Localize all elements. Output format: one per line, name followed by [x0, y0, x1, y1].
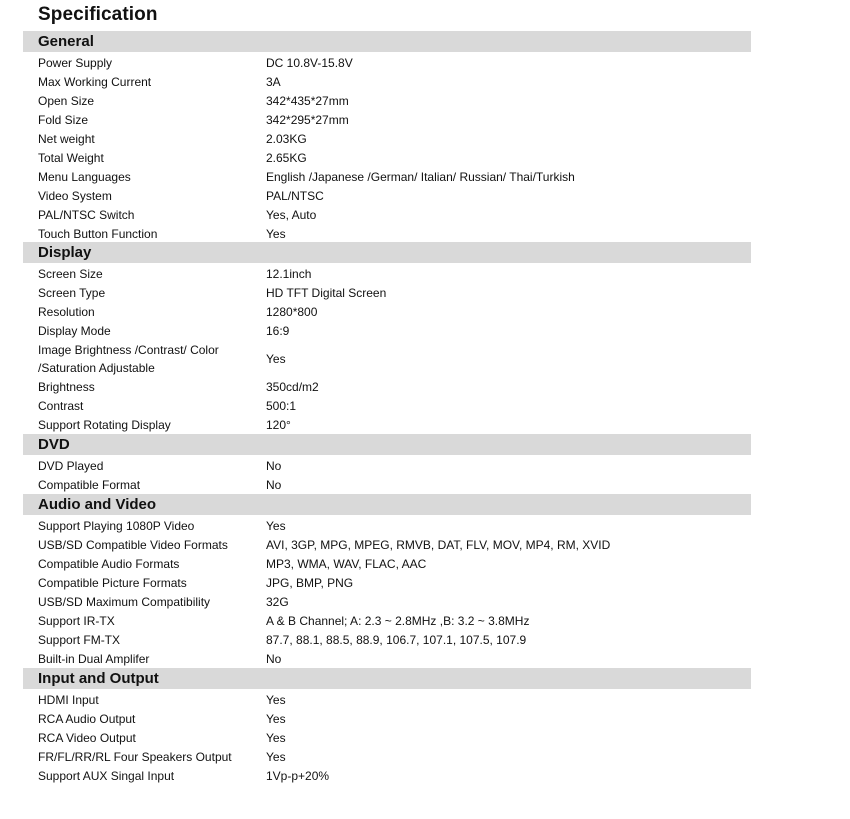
section-header: Display: [23, 242, 751, 263]
section-audio-video: [23, 494, 751, 668]
spec-row: [23, 148, 751, 167]
spec-label: Menu Languages: [38, 169, 131, 184]
spec-label: [23, 341, 266, 377]
spec-row: [23, 456, 751, 475]
section-header: DVD: [23, 434, 751, 455]
spec-row: [23, 516, 751, 535]
spec-label: Compatible Audio Formats: [38, 556, 180, 571]
spec-value: No: [266, 651, 282, 666]
spec-value: 120°: [266, 417, 291, 432]
spec-value: 2.03KG: [266, 131, 307, 146]
spec-value: Yes: [266, 226, 286, 241]
spec-value: 342*435*27mm: [266, 93, 349, 108]
spec-row: [23, 415, 751, 434]
section-header: General: [23, 31, 751, 52]
spec-value: A & B Channel; A: 2.3 ~ 2.8MHz ,B: 3.2 ~ 3.8MHz: [266, 613, 530, 628]
spec-row: [23, 535, 751, 554]
spec-value: 500:1: [266, 398, 297, 413]
spec-row: [23, 690, 751, 709]
spec-row: [23, 53, 751, 72]
spec-value: DC 10.8V-15.8V: [266, 55, 353, 70]
spec-label: FR/FL/RR/RL Four Speakers Output: [38, 749, 232, 764]
spec-table: [23, 31, 751, 785]
spec-label: USB/SD Maximum Compatibility: [38, 594, 211, 609]
section-display: [23, 242, 751, 434]
spec-row: [23, 709, 751, 728]
spec-value: 3A: [266, 74, 281, 89]
spec-row: [23, 573, 751, 592]
spec-label: Compatible Picture Formats: [38, 575, 187, 590]
spec-value: English /Japanese /German/ Italian/ Russian/ Thai/Turkish: [266, 169, 575, 184]
section-header: Input and Output: [23, 668, 751, 689]
spec-row: [23, 302, 751, 321]
spec-value: 1280*800: [266, 304, 318, 319]
spec-row: [23, 72, 751, 91]
spec-value: Yes: [266, 351, 286, 366]
spec-value: Yes: [266, 692, 286, 707]
spec-label: Max Working Current: [38, 74, 152, 89]
spec-row: [23, 110, 751, 129]
spec-value: HD TFT Digital Screen: [266, 285, 387, 300]
spec-value: Yes: [266, 518, 286, 533]
spec-value: Yes: [266, 730, 286, 745]
spec-label: Support Playing 1080P Video: [38, 518, 195, 533]
spec-row: [23, 377, 751, 396]
section-header: Audio and Video: [23, 494, 751, 515]
spec-label: Support Rotating Display: [38, 417, 171, 432]
spec-label-line: Image Brightness /Contrast/ Color: [38, 342, 219, 357]
section-dvd: [23, 434, 751, 494]
spec-value: JPG, BMP, PNG: [266, 575, 354, 590]
spec-label: Support FM-TX: [38, 632, 121, 647]
spec-row: [23, 91, 751, 110]
spec-label: Resolution: [38, 304, 95, 319]
spec-row: [23, 264, 751, 283]
spec-value: 2.65KG: [266, 150, 307, 165]
spec-row: [23, 283, 751, 302]
spec-label: Video System: [38, 188, 112, 203]
spec-label: RCA Audio Output: [38, 711, 136, 726]
spec-label: USB/SD Compatible Video Formats: [38, 537, 228, 552]
spec-value: 342*295*27mm: [266, 112, 349, 127]
spec-value: Yes: [266, 749, 286, 764]
spec-row: [23, 554, 751, 573]
spec-label: Net weight: [38, 131, 95, 146]
spec-value: No: [266, 477, 282, 492]
spec-label: Contrast: [38, 398, 84, 413]
spec-label: HDMI Input: [38, 692, 99, 707]
spec-label: Display Mode: [38, 323, 111, 338]
spec-row: [23, 186, 751, 205]
spec-label: Fold Size: [38, 112, 89, 127]
spec-value: PAL/NTSC: [266, 188, 324, 203]
spec-row: [23, 649, 751, 668]
spec-row: [23, 340, 751, 377]
spec-label: Screen Type: [38, 285, 106, 300]
spec-row: [23, 129, 751, 148]
spec-value: 16:9: [266, 323, 290, 338]
spec-value: MP3, WMA, WAV, FLAC, AAC: [266, 556, 427, 571]
section-general: [23, 31, 751, 242]
spec-value: 32G: [266, 594, 289, 609]
spec-label: DVD Played: [38, 458, 104, 473]
spec-label: Total Weight: [38, 150, 104, 165]
spec-row: [23, 321, 751, 340]
spec-row: [23, 205, 751, 224]
spec-row: [23, 592, 751, 611]
spec-row: [23, 728, 751, 747]
spec-label: Support IR-TX: [38, 613, 115, 628]
spec-value: 1Vp-p+20%: [266, 768, 330, 783]
page-title: Specification: [38, 4, 158, 25]
spec-value: 12.1inch: [266, 266, 312, 281]
spec-label: Touch Button Function: [38, 226, 158, 241]
spec-value: 87.7, 88.1, 88.5, 88.9, 106.7, 107.1, 107.5, 107.9: [266, 632, 527, 647]
spec-label: Brightness: [38, 379, 95, 394]
spec-label: Built-in Dual Amplifer: [38, 651, 150, 666]
spec-value: No: [266, 458, 282, 473]
spec-row: [23, 167, 751, 186]
spec-row: [23, 611, 751, 630]
spec-row: [23, 224, 751, 243]
spec-label: PAL/NTSC Switch: [38, 207, 135, 222]
spec-value: Yes: [266, 711, 286, 726]
spec-label: Screen Size: [38, 266, 103, 281]
spec-label: Open Size: [38, 93, 95, 108]
spec-row: [23, 630, 751, 649]
spec-label: Support AUX Singal Input: [38, 768, 175, 783]
section-input-output: [23, 668, 751, 785]
spec-label: Power Supply: [38, 55, 113, 70]
spec-label: Compatible Format: [38, 477, 141, 492]
spec-row: [23, 766, 751, 785]
spec-value: 350cd/m2: [266, 379, 319, 394]
spec-label-line: /Saturation Adjustable: [38, 360, 155, 375]
spec-value: AVI, 3GP, MPG, MPEG, RMVB, DAT, FLV, MOV, MP4, RM, XVID: [266, 537, 611, 552]
spec-label: RCA Video Output: [38, 730, 136, 745]
spec-value: Yes, Auto: [266, 207, 317, 222]
spec-row: [23, 475, 751, 494]
spec-row: [23, 747, 751, 766]
spec-row: [23, 396, 751, 415]
